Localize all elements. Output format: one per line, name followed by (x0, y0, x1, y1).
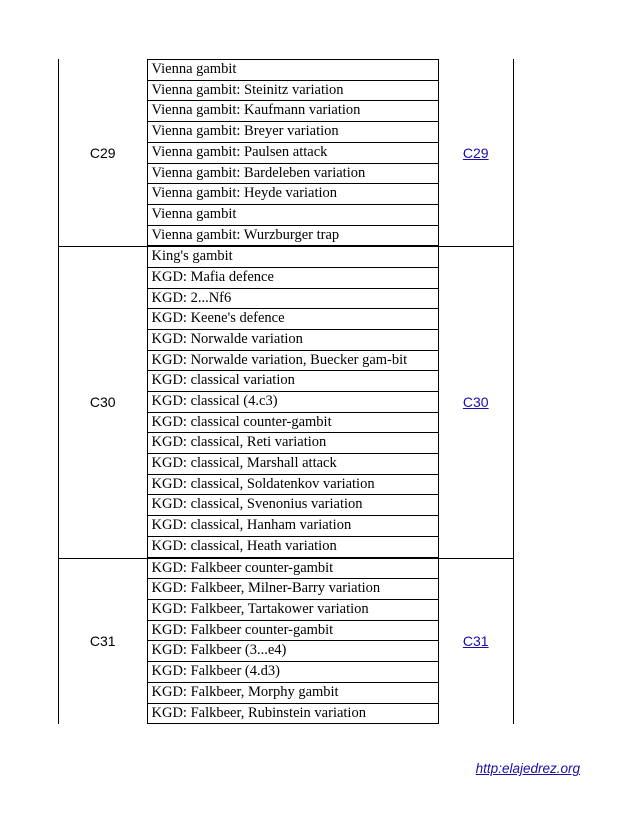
name-line: Vienna gambit: Wurzburger trap (147, 226, 439, 247)
name-line: KGD: classical (4.c3) (147, 392, 439, 413)
eco-code-cell: C30 (59, 247, 147, 558)
name-line: KGD: classical, Soldatenkov variation (147, 475, 439, 496)
name-line: Vienna gambit: Breyer variation (147, 122, 439, 143)
name-line: Vienna gambit (147, 205, 439, 226)
name-line: KGD: classical counter-gambit (147, 413, 439, 434)
eco-link-cell (439, 59, 514, 247)
name-line: KGD: classical, Hanham variation (147, 516, 439, 537)
names-cell (147, 558, 439, 724)
name-line: KGD: 2...Nf6 (147, 289, 439, 310)
name-line: Vienna gambit: Paulsen attack (147, 143, 439, 164)
name-line: Vienna gambit: Steinitz variation (147, 81, 439, 102)
name-line: Vienna gambit: Kaufmann variation (147, 101, 439, 122)
footer-url-link[interactable]: http:elajedrez.org (475, 761, 580, 776)
name-line: KGD: Falkbeer counter-gambit (147, 621, 439, 642)
name-line: KGD: classical, Heath variation (147, 537, 439, 558)
name-line: KGD: Falkbeer, Tartakower variation (147, 600, 439, 621)
table-row (59, 558, 514, 724)
name-line: King's gambit (147, 247, 439, 268)
eco-link-cell (439, 558, 514, 724)
openings-table-body (59, 59, 514, 724)
name-line: KGD: Keene's defence (147, 309, 439, 330)
name-line: KGD: classical variation (147, 371, 439, 392)
name-line (147, 351, 439, 371)
name-line: KGD: Mafia defence (147, 268, 439, 289)
name-line: KGD: classical, Marshall attack (147, 454, 439, 475)
openings-table (58, 59, 514, 724)
name-line: Vienna gambit (147, 59, 439, 81)
names-cell (147, 59, 439, 247)
name-line: Vienna gambit: Bardeleben variation (147, 164, 439, 185)
eco-code-cell: C31 (59, 558, 147, 724)
name-line: KGD: Norwalde variation (147, 330, 439, 351)
eco-code-cell: C29 (59, 59, 147, 247)
name-line: KGD: Falkbeer, Rubinstein variation (147, 704, 439, 725)
eco-link[interactable]: C31 (462, 633, 489, 650)
table-row (59, 247, 514, 558)
eco-link[interactable]: C29 (462, 144, 489, 161)
name-line-wrapped: KGD: Norwalde variation, Buecker gam-bit (151, 351, 408, 368)
table-row (59, 59, 514, 247)
name-line: KGD: classical, Svenonius variation (147, 495, 439, 516)
name-line: KGD: Falkbeer counter-gambit (147, 559, 439, 580)
name-line: Vienna gambit: Heyde variation (147, 184, 439, 205)
name-line: KGD: Falkbeer, Morphy gambit (147, 683, 439, 704)
name-line: KGD: Falkbeer, Milner-Barry variation (147, 579, 439, 600)
eco-link[interactable]: C30 (462, 394, 489, 411)
names-cell (147, 247, 439, 558)
name-line: KGD: Falkbeer (4.d3) (147, 662, 439, 683)
eco-link-cell (439, 247, 514, 558)
name-line: KGD: Falkbeer (3...e4) (147, 641, 439, 662)
name-line: KGD: classical, Reti variation (147, 433, 439, 454)
